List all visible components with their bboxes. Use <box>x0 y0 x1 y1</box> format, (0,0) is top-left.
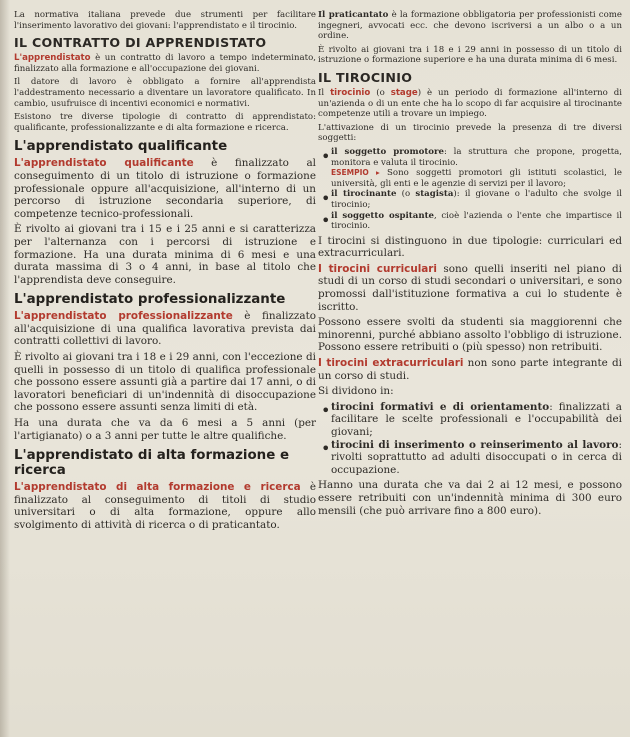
term-stage: stage <box>390 87 418 98</box>
tirocinio-paragraph-2: L'attivazione di un tirocinio prevede la presenza di tre diversi soggetti: <box>318 122 622 144</box>
left-column <box>14 0 316 535</box>
soggetti-list <box>318 147 622 232</box>
qualificante-paragraph-1: L'apprendistato qualificante è finalizzato al conseguimento di un titolo di istruzione o formazione professionale oppure all'acquisizione, all'interno di un percorso di istruzione secondaria superiore, di competenze tecnico-professionali. <box>14 157 316 220</box>
contratto-paragraph-3: Esistono tre diverse tipologie di contratto di apprendistato: qualificante, professionalizzante e di alta formazione e ricerca. <box>14 112 316 133</box>
list-item: • il tirocinante (o stagista): il giovane o l'adulto che svolge il tirocinio; <box>318 189 622 210</box>
curriculari-paragraph-1: I tirocini curriculari sono quelli inseriti nel piano di studi di un corso di studi secondari o universitari, e sono promossi dall'istituzione formativa a cui lo studente è iscritto. <box>318 262 622 313</box>
list-item: • il soggetto ospitante, cioè l'azienda o l'ente che impartisce il tirocinio. <box>318 211 622 232</box>
term-apprendistato: L'apprendistato <box>14 53 91 64</box>
heading-apprendistato-professionalizzante: L'apprendistato professionalizzante <box>14 292 286 308</box>
professionalizzante-paragraph-3: Ha una durata che va da 6 mesi a 5 anni (per l'artigianato) o a 3 anni per tutte le altre qualifiche. <box>14 417 316 442</box>
praticantato-paragraph-2: È rivolto ai giovani tra i 18 e i 29 anni in possesso di un titolo di istruzione o formazione superiore e ha una durata minima di 6 mesi. <box>318 44 622 66</box>
durata-paragraph: Hanno una durata che va dai 2 ai 12 mesi, e possono essere retribuiti con un'indennità minima di 300 euro mensili (che può arrivare fino a 800 euro). <box>318 479 622 517</box>
extracurriculari-paragraph-1: I tirocini extracurriculari non sono parte integrante di un corso di studi. <box>318 357 622 382</box>
esempio-label: ESEMPIO ▸ <box>331 168 380 178</box>
contratto-paragraph-1: L'apprendistato è un contratto di lavoro a tempo indeterminato, finalizzato alla formazione e all'occupazione dei giovani. <box>14 53 316 74</box>
praticantato-paragraph-1: Il praticantato è la formazione obbligatoria per professionisti come ingegneri, avvocati ecc. che devono iscriversi a un albo o a un ordine. <box>318 10 622 42</box>
term-qualificante: L'apprendistato qualificante <box>14 157 194 170</box>
term-curriculari: I tirocini curriculari <box>318 262 437 275</box>
term-extracurriculari: I tirocini extracurriculari <box>318 357 464 370</box>
qualificante-paragraph-2: È rivolto ai giovani tra i 15 e i 25 anni e si caratterizza per l'alternanza con i percorsi di istruzione e formazione. Ha una durata minima di 6 mesi e una durata massima di 3 o 4 anni, in base al titolo che l'apprendista deve conseguire. <box>14 223 316 286</box>
contratto-paragraph-2: Il datore di lavoro è obbligato a fornire all'apprendista l'addestramento necessario a diventare un lavoratore qualificato. In cambio, usufruisce di incentivi economici e normativi. <box>14 77 316 109</box>
esempio-box: ESEMPIO ▸ Sono soggetti promotori gli istituti scolastici, le università, gli enti e le agenzie di servizi per il lavoro; <box>331 168 622 189</box>
curriculari-paragraph-2: Possono essere svolti da studenti sia maggiorenni che minorenni, purché abbiano assolto l'obbligo di istruzione. Possono essere retribuiti o (più spesso) non retribuiti. <box>318 316 622 354</box>
extracurriculari-paragraph-2: Si dividono in: <box>318 385 394 398</box>
term-tirocinio: tirocinio <box>330 87 371 98</box>
list-item: • tirocini formativi e di orientamento: finalizzati a facilitare le scelte professionali e l'occupabilità dei giovani; <box>318 401 622 439</box>
list-item: • tirocini di inserimento o reinserimento al lavoro: rivolti soprattutto ad adulti disoccupati o in cerca di occupazione. <box>318 439 622 477</box>
right-column <box>318 0 622 520</box>
term-praticantato: Il praticantato <box>318 10 389 20</box>
alta-formazione-paragraph: L'apprendistato di alta formazione e ricerca è finalizzato al conseguimento di titoli di studio universitari o di alta formazione, oppure allo svolgimento di attività di ricerca o di praticantato. <box>14 481 316 531</box>
heading-apprendistato-qualificante: L'apprendistato qualificante <box>14 139 228 155</box>
list-item: • il soggetto promotore: la struttura che propone, progetta, monitora e valuta il tirocinio. ESEMPIO ▸ Sono soggetti promotori gli istituti scolastici, le università, gli enti e le agenzie di servizi per il lavoro; <box>318 147 622 189</box>
heading-contratto-apprendistato: IL CONTRATTO DI APPRENDISTATO <box>14 35 267 51</box>
professionalizzante-paragraph-1: L'apprendistato professionalizzante è finalizzato all'acquisizione di una qualifica lavorativa prevista dai contratti collettivi di lavoro. <box>14 310 316 348</box>
tirocinio-paragraph-3: I tirocini si distinguono in due tipologie: curriculari ed extracurriculari. <box>318 234 622 260</box>
page-gutter-shadow <box>0 0 10 737</box>
term-alta-formazione: L'apprendistato di alta formazione e ricerca <box>14 481 301 494</box>
heading-tirocinio: IL TIROCINIO <box>318 69 413 85</box>
heading-alta-formazione: L'apprendistato di alta formazione e ricerca <box>14 448 290 479</box>
term-professionalizzante: L'apprendistato professionalizzante <box>14 310 233 323</box>
professionalizzante-paragraph-2: È rivolto ai giovani tra i 18 e i 29 anni, con l'eccezione di quelli in possesso di un titolo di qualifica professionale che possono essere assunti già a partire dai 17 anni, o di lavoratori beneficiari di un'indennità di disoccupazione che possono essere assunti senza limiti di età. <box>14 351 316 414</box>
extracurriculari-list <box>318 401 622 477</box>
tirocinio-paragraph-1: Il tirocinio (o stage) è un periodo di formazione all'interno di un'azienda o di un ente che ha lo scopo di far acquisire al tirocinante competenze utili a trovare un impiego. <box>318 87 622 120</box>
intro-paragraph: La normativa italiana prevede due strumenti per facilitare l'inserimento lavorativo dei giovani: l'apprendistato e il tirocinio. <box>14 10 316 31</box>
